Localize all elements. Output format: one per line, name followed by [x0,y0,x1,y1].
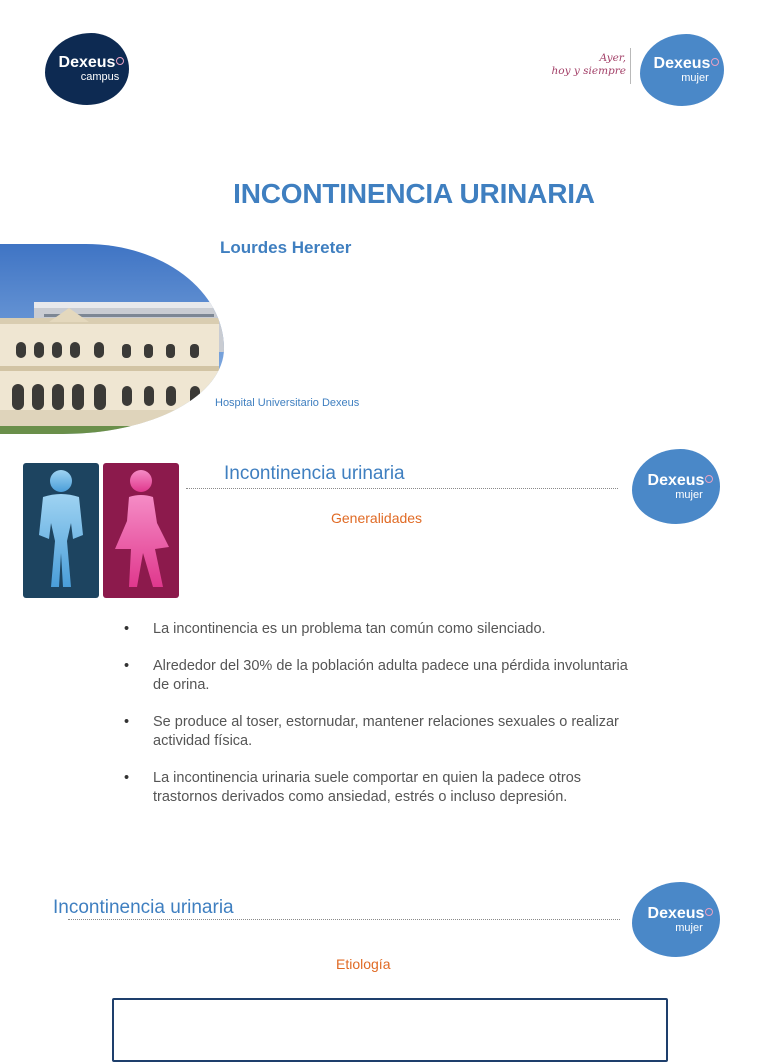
logo-brand-text: Dexeus [647,904,705,922]
logo-brand-text: Dexeus [653,55,711,72]
hospital-building-image [0,244,224,434]
logo-sub-text: campus [80,71,120,83]
author-name: Lourdes Hereter [220,238,352,257]
logo-sub-text: mujer [675,488,703,501]
dexeus-campus-logo[interactable] [45,33,129,105]
section-subtitle: Generalidades [331,510,423,526]
tagline-divider [630,48,631,84]
tagline [520,52,626,78]
dexeus-mujer-logo[interactable] [640,34,724,106]
logo-brand-text: Dexeus [647,471,705,489]
list-item: • Alrededor del 30% de la población adulta padece una pérdida involuntaria de orina. [122,657,642,695]
content-box [112,998,668,1062]
section-title: Incontinencia urinaria [53,897,234,918]
logo-sub-text: mujer [681,72,709,84]
tagline-line-2: hoy y siempre [551,65,626,78]
section-subtitle: Etiología [336,956,391,972]
logo-brand-text: Dexeus [58,54,116,71]
logo-sub-text: mujer [675,921,703,934]
list-item: • Se produce al toser, estornudar, mantener relaciones sexuales o realizar actividad física. [122,713,642,751]
dotted-divider [68,919,620,920]
document-title: INCONTINENCIA URINARIA [233,178,595,209]
incontinence-pictograms [23,463,179,598]
tagline-line-1: Ayer, [599,52,626,64]
list-item: • La incontinencia es un problema tan común como silenciado. [122,620,642,639]
list-item: • La incontinencia urinaria suele comportar en quien la padece otros trastornos derivados como ansiedad, estrés o incluso depresión. [122,769,642,807]
bullet-list [122,620,642,825]
dexeus-mujer-logo[interactable] [632,449,720,524]
dotted-divider [186,488,618,489]
section-title: Incontinencia urinaria [224,463,405,484]
hospital-caption: Hospital Universitario Dexeus [215,397,360,409]
dexeus-mujer-logo[interactable] [632,882,720,957]
